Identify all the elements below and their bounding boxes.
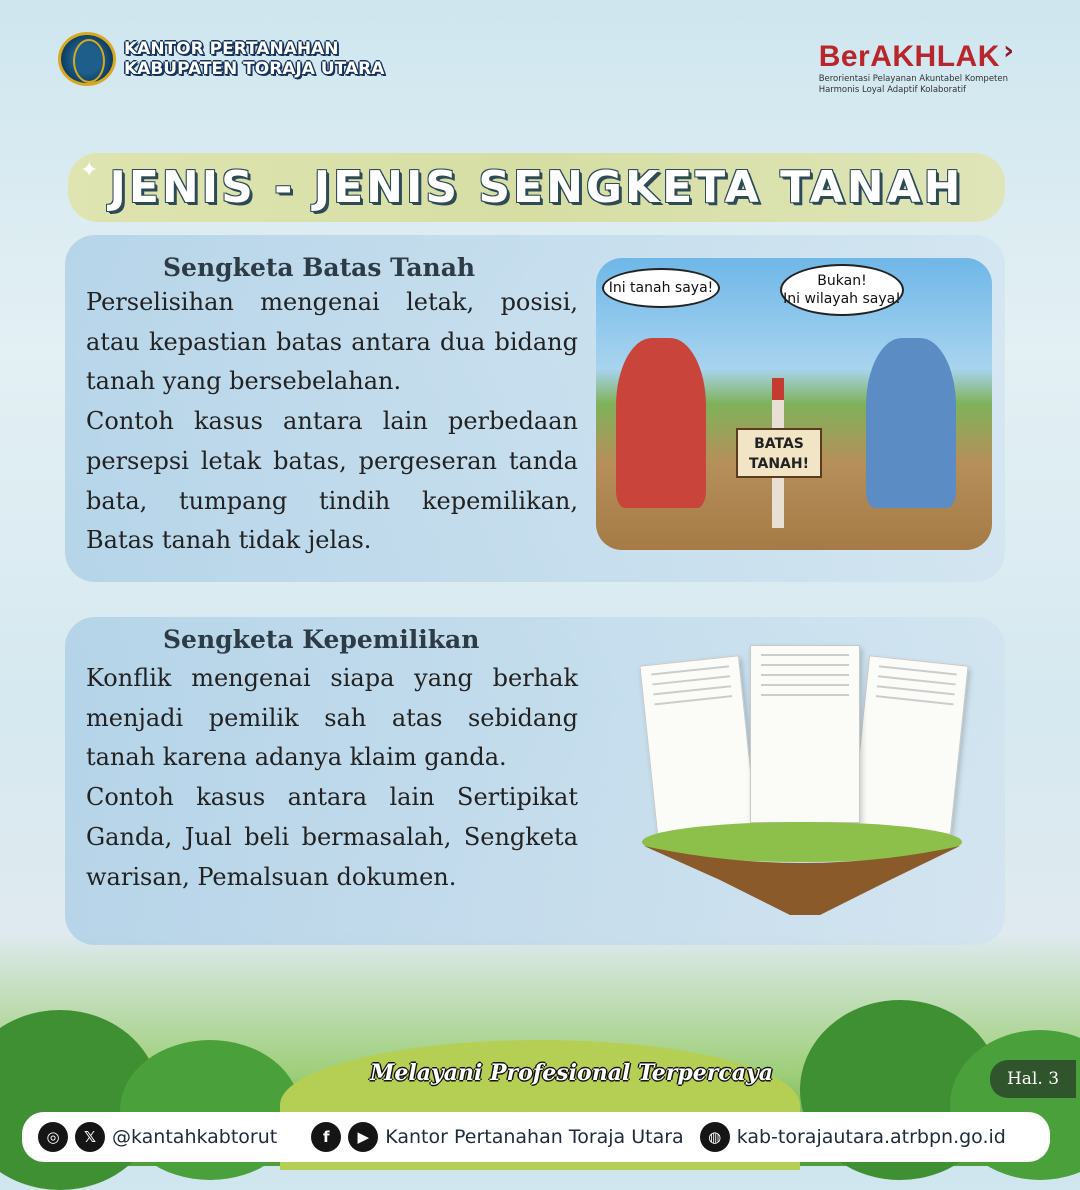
bpn-globe-icon [58, 32, 116, 86]
page-number: Hal. 3 [990, 1060, 1076, 1098]
brand-tagline-1: Berorientasi Pelayanan Akuntabel Kompeten [818, 74, 1008, 84]
floating-island [640, 820, 965, 920]
section-body [86, 283, 578, 561]
x-icon[interactable]: 𝕏 [75, 1122, 105, 1152]
bubble-line: Ini wilayah saya! [783, 291, 901, 307]
section-body [86, 659, 578, 897]
certificate-document [750, 645, 860, 823]
sparkle-icon: ✦ [80, 158, 99, 183]
farmer-figure [616, 338, 706, 508]
paragraph: Perselisihan mengenai letak, posisi, atau kepastian batas antara dua bidang tanah yang bersebelahan. [86, 288, 578, 396]
sign-line: BATAS [754, 436, 804, 452]
speech-bubble-left: Ini tanah saya! [602, 268, 720, 308]
page-name[interactable]: Kantor Pertanahan Toraja Utara [385, 1126, 684, 1148]
bubble-line: Bukan! [817, 273, 867, 289]
website-group[interactable] [700, 1122, 1006, 1152]
certificates-illustration [640, 640, 975, 925]
boundary-sign [736, 428, 822, 478]
motto: Melayani Profesional Terpercaya [370, 1060, 774, 1086]
globe-icon[interactable]: ◍ [700, 1122, 730, 1152]
section-heading: Sengketa Kepemilikan [163, 625, 480, 654]
boundary-dispute-illustration [596, 258, 992, 550]
facebook-icon[interactable]: f [311, 1122, 341, 1152]
paragraph: Konflik mengenai siapa yang berhak menjadi pemilik sah atas sebidang tanah karena adanya klaim ganda. [86, 664, 578, 772]
youtube-icon[interactable]: ▶ [348, 1122, 378, 1152]
certificate-document [639, 655, 756, 835]
page-name-group[interactable] [311, 1122, 683, 1152]
paragraph: Contoh kasus antara lain Sertipikat Ganda, Jual beli bermasalah, Sengketa warisan, Pemalsuan dokumen. [86, 783, 578, 891]
certificate-document [851, 655, 968, 835]
berakhlak-logo [818, 36, 1014, 96]
paragraph: Contoh kasus antara lain perbedaan persepsi letak batas, pergeseran tanda bata, tumpang tindih kepemilikan, Batas tanah tidak jelas. [86, 407, 578, 555]
social-handle[interactable]: @kantahkabtorut [112, 1126, 278, 1148]
website-link[interactable]: kab-torajautara.atrbpn.go.id [736, 1126, 1006, 1148]
speech-bubble-right [780, 264, 904, 316]
org-line-1: KANTOR PERTANAHAN [124, 39, 339, 59]
instagram-icon[interactable]: ◎ [38, 1122, 68, 1152]
org-line-2: KABUPATEN TORAJA UTARA [124, 59, 385, 79]
page-title: JENIS - JENIS SENGKETA TANAH [109, 162, 964, 213]
chevron-icon: › [1003, 36, 1014, 66]
social-handle-group[interactable] [38, 1122, 277, 1152]
footer-bar [22, 1112, 1050, 1162]
sign-line: TANAH! [749, 456, 809, 472]
office-logo [58, 32, 384, 86]
brand-tagline-2: Harmonis Loyal Adaptif Kolaboratif [818, 85, 967, 95]
title-banner [68, 153, 1005, 222]
brand-name: BerAKHLAK [818, 40, 1000, 73]
section-heading: Sengketa Batas Tanah [163, 253, 476, 282]
man-figure [866, 338, 956, 508]
